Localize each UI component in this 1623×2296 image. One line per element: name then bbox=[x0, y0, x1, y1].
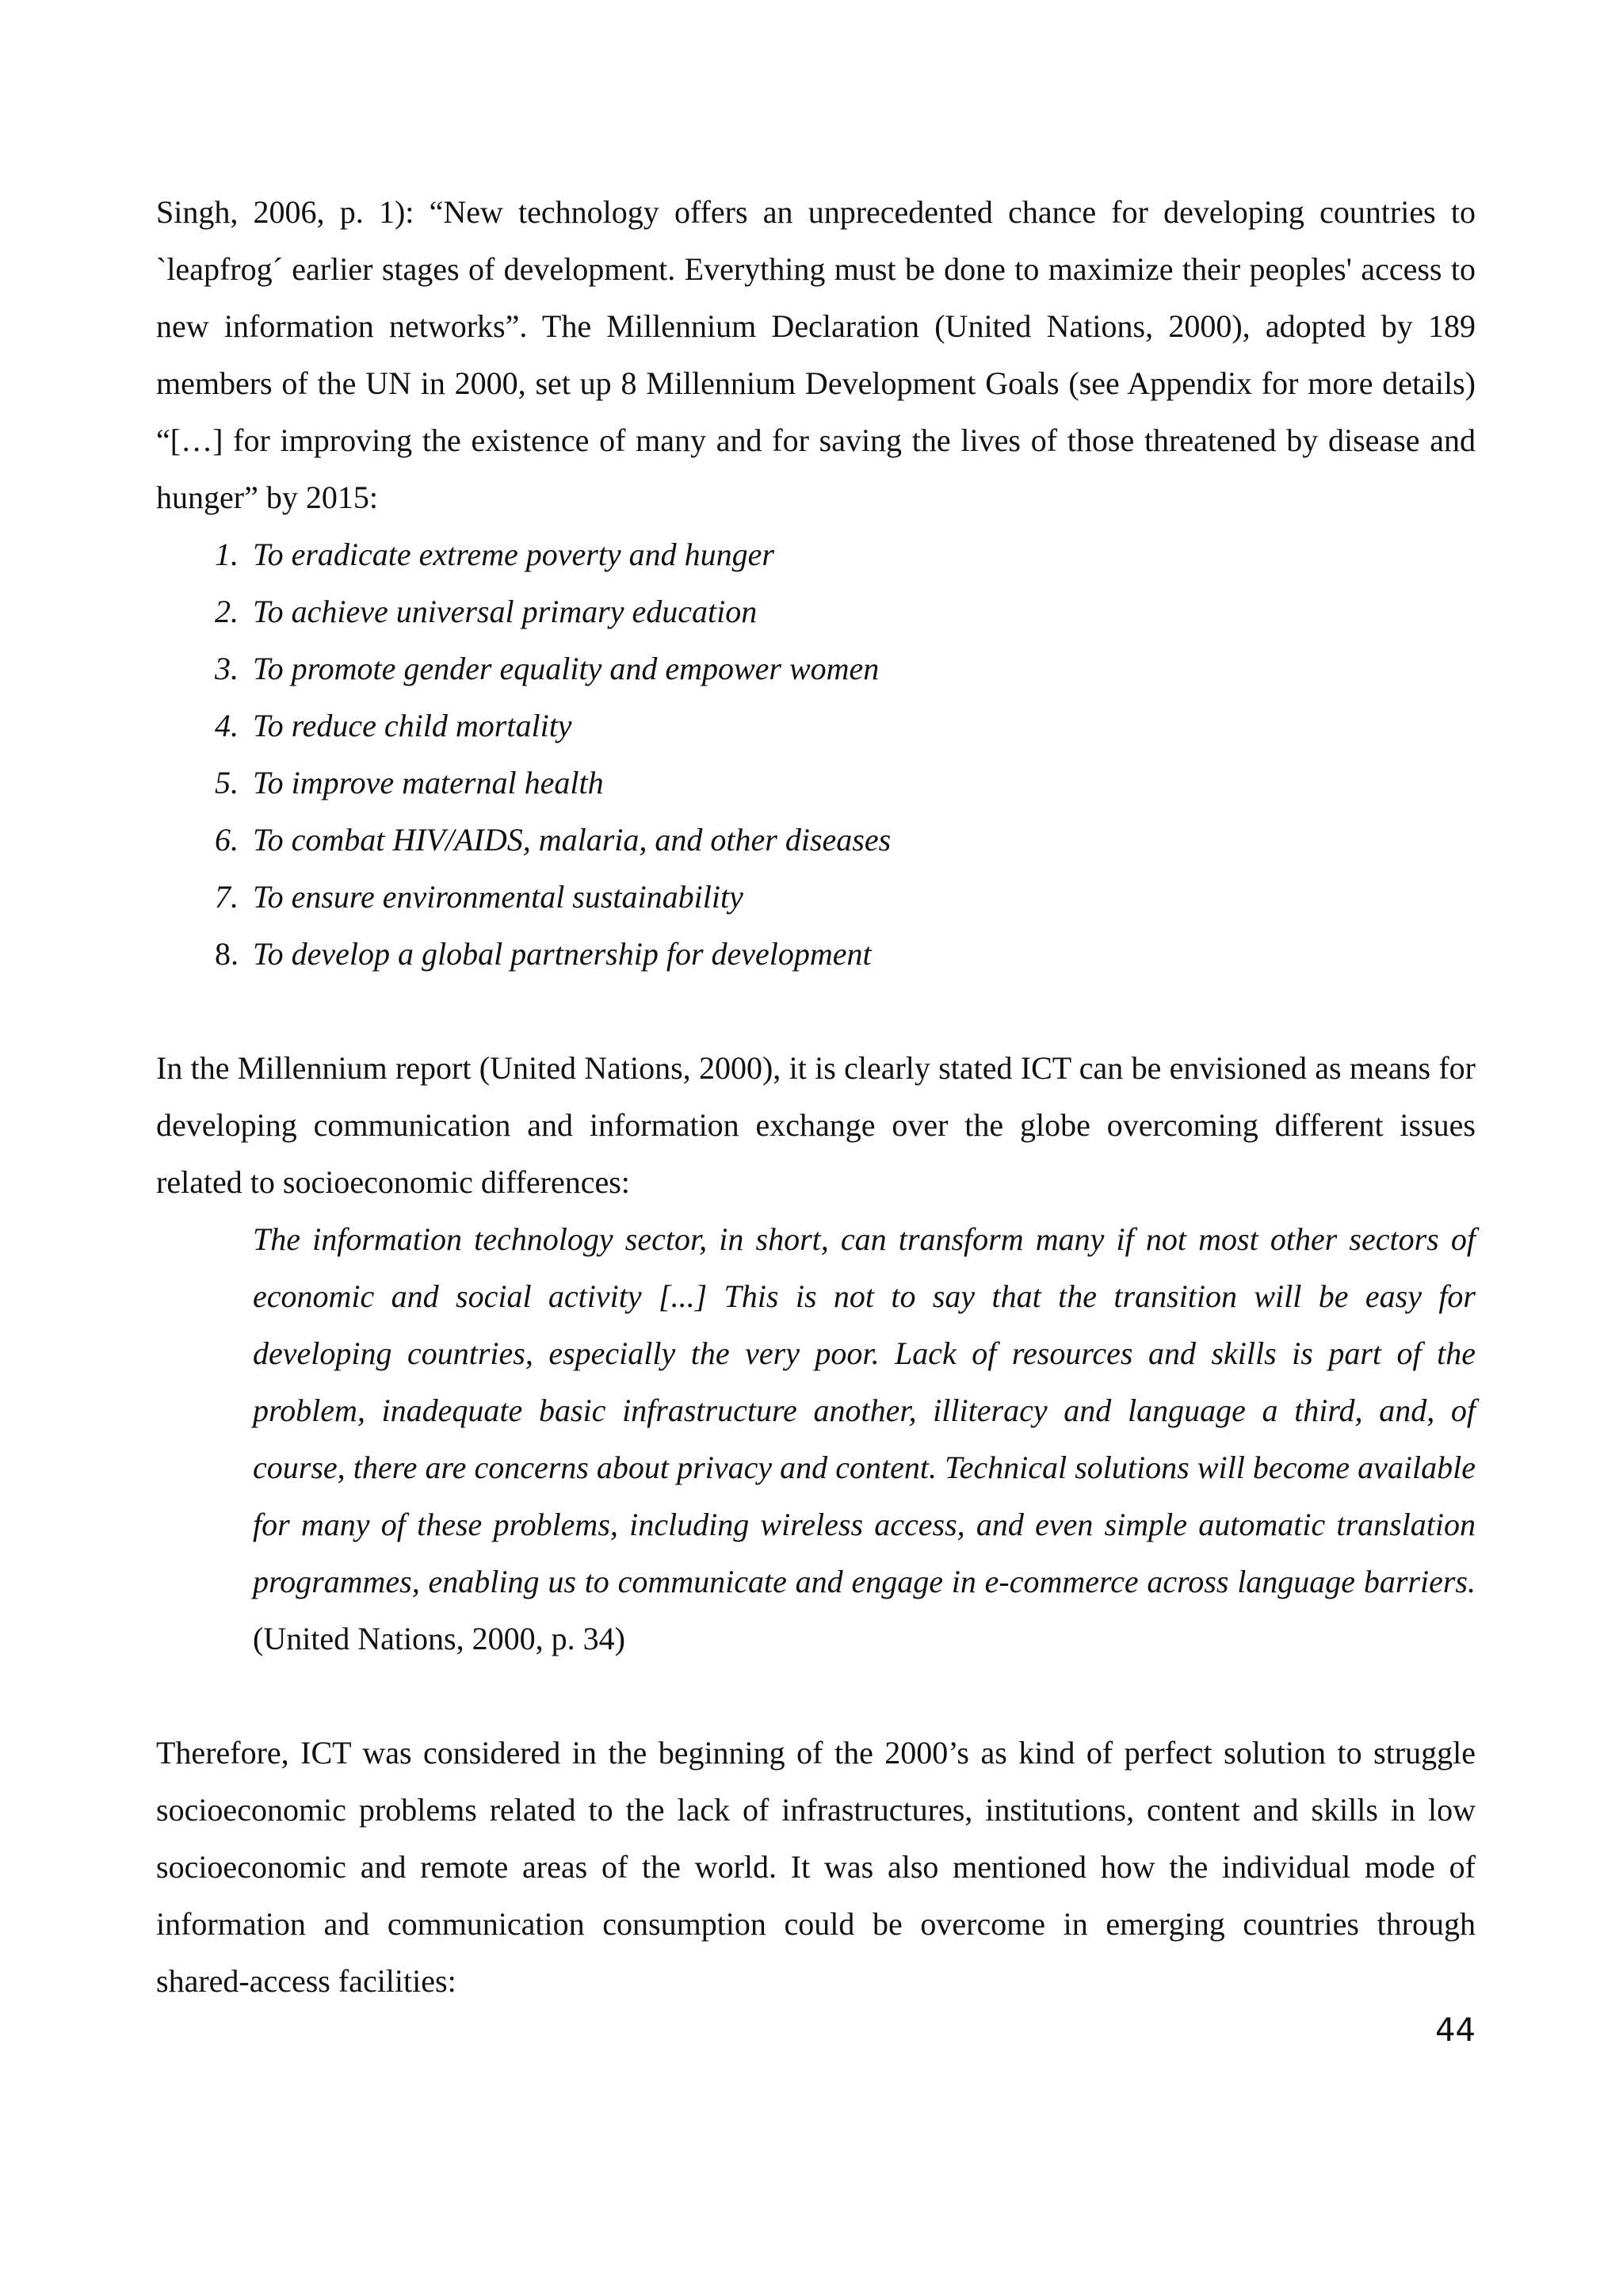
list-item bbox=[156, 926, 1476, 983]
paragraph-conclusion: Therefore, ICT was considered in the beginning of the 2000’s as kind of perfect solution to struggle socioeconomic problems related to the lack of infrastructures, institutions, content and skills in low socioeconomic and remote areas of the world. It was also mentioned how the individual mode of information and communication consumption could be overcome in emerging countries through shared-access facilities: bbox=[156, 1735, 1476, 1999]
goal-number: 5. bbox=[215, 765, 239, 800]
goal-number: 1. bbox=[215, 537, 239, 572]
paragraph-millennium-report: In the Millennium report (United Nations, 2000), it is clearly stated ICT can be envisioned as means for developing communication and information exchange over the globe overcoming different issues related to socioeconomic differences: bbox=[156, 1050, 1476, 1200]
spacer bbox=[156, 1668, 1476, 1725]
goal-number: 8. bbox=[215, 936, 239, 972]
goal-number: 3. bbox=[215, 651, 239, 686]
goal-text: To reduce child mortality bbox=[253, 708, 572, 743]
quote-text: The information technology sector, in short, can transform many if not most other sectors of economic and social activity [...] This is not to say that the transition will be easy for developing countries, especially the very poor. Lack of resources and skills is part of the problem, inadequate basic infrastructure another, illiteracy and language a third, and, of course, there are concerns about privacy and content. Technical solutions will become available for many of these problems, including wireless access, and even simple automatic translation programmes, enabling us to communicate and engage in e-commerce across language barriers. bbox=[253, 1221, 1476, 1599]
list-item bbox=[156, 640, 1476, 697]
list-item bbox=[156, 755, 1476, 812]
goal-text: To promote gender equality and empower women bbox=[253, 651, 880, 686]
goal-text: To combat HIV/AIDS, malaria, and other diseases bbox=[253, 822, 892, 858]
goal-text: To ensure environmental sustainability bbox=[253, 879, 743, 915]
block-quote bbox=[253, 1211, 1476, 1668]
list-item bbox=[156, 697, 1476, 755]
document-page bbox=[156, 184, 1476, 2010]
goal-number: 2. bbox=[215, 594, 239, 629]
spacer bbox=[156, 983, 1476, 1040]
goal-number: 6. bbox=[215, 822, 239, 858]
paragraph-intro: Singh, 2006, p. 1): “New technology offers an unprecedented chance for developing countries to `leapfrog´ earlier stages of development. Everything must be done to maximize their peoples' access to new information networks”. The Millennium Declaration (United Nations, 2000), adopted by 189 members of the UN in 2000, set up 8 Millennium Development Goals (see Appendix for more details) “[…] for improving the existence of many and for saving the lives of those threatened by disease and hunger” by 2015: bbox=[156, 194, 1476, 515]
list-item bbox=[156, 812, 1476, 869]
goal-text: To achieve universal primary education bbox=[253, 594, 758, 629]
millennium-goals-list bbox=[156, 526, 1476, 983]
goal-text: To develop a global partnership for development bbox=[253, 936, 872, 972]
goal-number: 7. bbox=[215, 879, 239, 915]
goal-text: To improve maternal health bbox=[253, 765, 604, 800]
list-item bbox=[156, 526, 1476, 583]
list-item bbox=[156, 583, 1476, 640]
goal-text: To eradicate extreme poverty and hunger bbox=[253, 537, 774, 572]
page-number: 44 bbox=[1435, 2012, 1476, 2049]
quote-citation: (United Nations, 2000, p. 34) bbox=[253, 1621, 625, 1656]
goal-number: 4. bbox=[215, 708, 239, 743]
list-item bbox=[156, 869, 1476, 926]
